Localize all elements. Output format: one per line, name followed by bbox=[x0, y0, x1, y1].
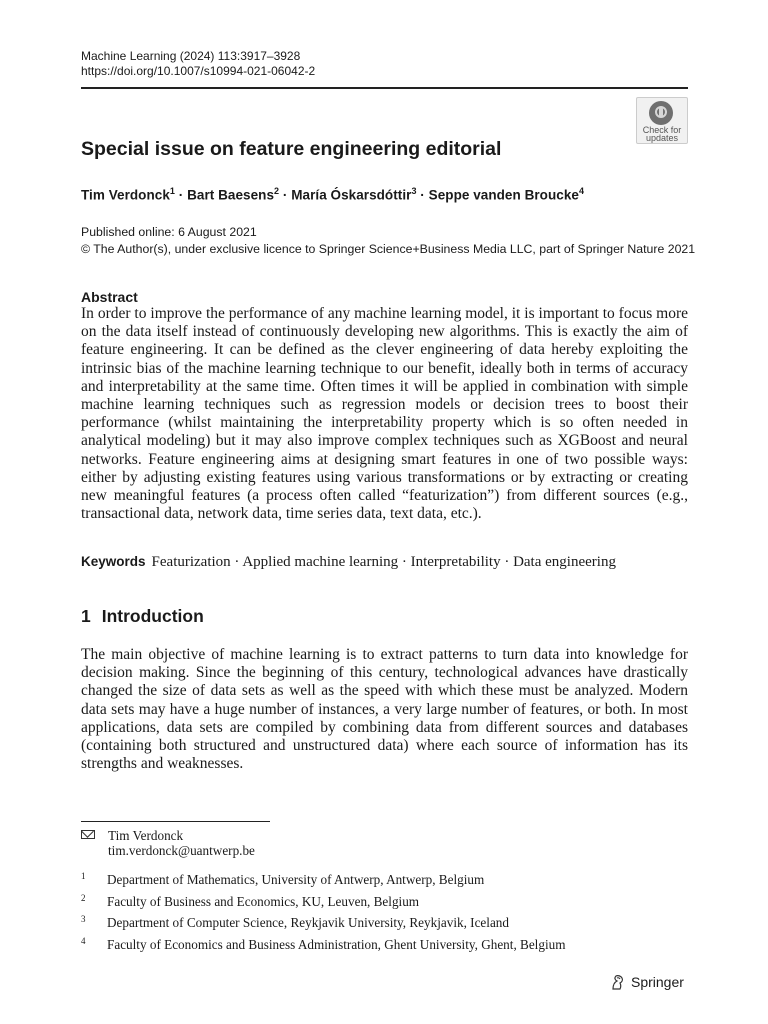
check-updates-icon bbox=[649, 101, 673, 125]
section-title: Introduction bbox=[101, 606, 204, 626]
doi-link[interactable]: https://doi.org/10.1007/s10994-021-06042-2 bbox=[81, 64, 316, 78]
abstract-text: In order to improve the performance of any machine learning model, it is important to focus more on the data itself instead of continuously developing new algorithms. This is exactly the aim of feature engineering. It can be defined as the clever engineering of data hereby exploiting the intrinsic bias of the machine learning technique to our benefit, ideally both in terms of accuracy and interpretability at the same time. Often times it will be applied in combination with simple machine learning techniques such as regression models or decision trees to boost their performance (whilst maintaining the interpretability property which is so often needed in analytical modeling) but it may also improve complex techniques such as XGBoost and neural networks. Feature engineering aims at designing smart features in one of two possible ways: either by adjusting existing features using various transformations or by extracting or creating new meaningful features (a process often called “featurization”) from different sources (e.g., transactional data, network data, time series data, text data, etc.). bbox=[81, 305, 688, 523]
correspondence-name: Tim Verdonck bbox=[108, 828, 184, 843]
article-title: Special issue on feature engineering editorial bbox=[81, 138, 502, 160]
publication-info bbox=[81, 224, 695, 258]
affiliation-number: 2 bbox=[81, 893, 86, 903]
affiliation-text: Faculty of Economics and Business Administration, Ghent University, Ghent, Belgium bbox=[107, 937, 566, 952]
author-name[interactable]: Seppe vanden Broucke bbox=[428, 187, 579, 203]
author-affiliation-mark: 1 bbox=[169, 186, 175, 196]
author-affiliation-mark: 2 bbox=[274, 186, 280, 196]
correspondence-email[interactable]: tim.verdonck@uantwerp.be bbox=[108, 843, 255, 858]
author-separator: · bbox=[279, 187, 292, 203]
running-header bbox=[81, 49, 315, 79]
check-for-updates-badge[interactable] bbox=[636, 97, 688, 144]
affiliation-text: Faculty of Business and Economics, KU, Leuven, Belgium bbox=[107, 894, 420, 909]
author-separator: · bbox=[174, 187, 188, 203]
author-affiliation-mark: 3 bbox=[411, 186, 417, 196]
affiliation-text: Department of Mathematics, University of Antwerp, Antwerp, Belgium bbox=[107, 872, 485, 887]
check-updates-line1: Check for bbox=[642, 125, 682, 135]
author-separator: · bbox=[416, 187, 429, 203]
affiliation-number: 3 bbox=[81, 914, 86, 924]
springer-horse-icon bbox=[610, 974, 625, 990]
keywords-label: Keywords bbox=[81, 554, 146, 569]
envelope-icon bbox=[81, 830, 95, 839]
author-name[interactable]: Bart Baesens bbox=[187, 187, 275, 203]
affiliation-number: 4 bbox=[81, 936, 86, 946]
keywords-text: Featurization · Applied machine learning · Interpretability · Data engineering bbox=[151, 554, 616, 570]
springer-logo bbox=[610, 974, 684, 990]
copyright-notice: © The Author(s), under exclusive licence to Springer Science+Business Media LLC, part of Springer Nature 2021 bbox=[81, 242, 696, 256]
footnote-rule bbox=[81, 821, 270, 822]
author-name[interactable]: María Óskarsdóttir bbox=[291, 187, 412, 203]
correspondence bbox=[81, 828, 381, 860]
publisher-name: Springer bbox=[631, 974, 684, 990]
check-updates-line2: updates bbox=[645, 133, 679, 143]
journal-citation: Machine Learning (2024) 113:3917–3928 bbox=[81, 49, 301, 63]
author-name[interactable]: Tim Verdonck bbox=[81, 187, 170, 203]
abstract-heading: Abstract bbox=[81, 289, 138, 305]
affiliation-text: Department of Computer Science, Reykjavik University, Reykjavik, Iceland bbox=[107, 915, 509, 930]
author-affiliation-mark: 4 bbox=[578, 186, 585, 196]
keywords bbox=[81, 552, 616, 572]
introduction-text: The main objective of machine learning is to extract patterns to turn data into knowledge for decision making. Since the beginning of this century, technological advances have drastically changed the size of data sets as well as the speed with which these must be analyzed. Modern data sets may have a huge number of instances, a very large number of features, or both. In most applications, data sets are compiled by combining data from different sources and databases (containing both structured and unstructured data) where each source of information has its strengths and weaknesses. bbox=[81, 646, 688, 773]
affiliation-number: 1 bbox=[81, 871, 86, 881]
published-date: Published online: 6 August 2021 bbox=[81, 225, 257, 239]
section-heading bbox=[81, 606, 204, 627]
author-list bbox=[81, 186, 584, 203]
header-rule bbox=[81, 87, 688, 89]
section-number: 1 bbox=[81, 606, 91, 626]
